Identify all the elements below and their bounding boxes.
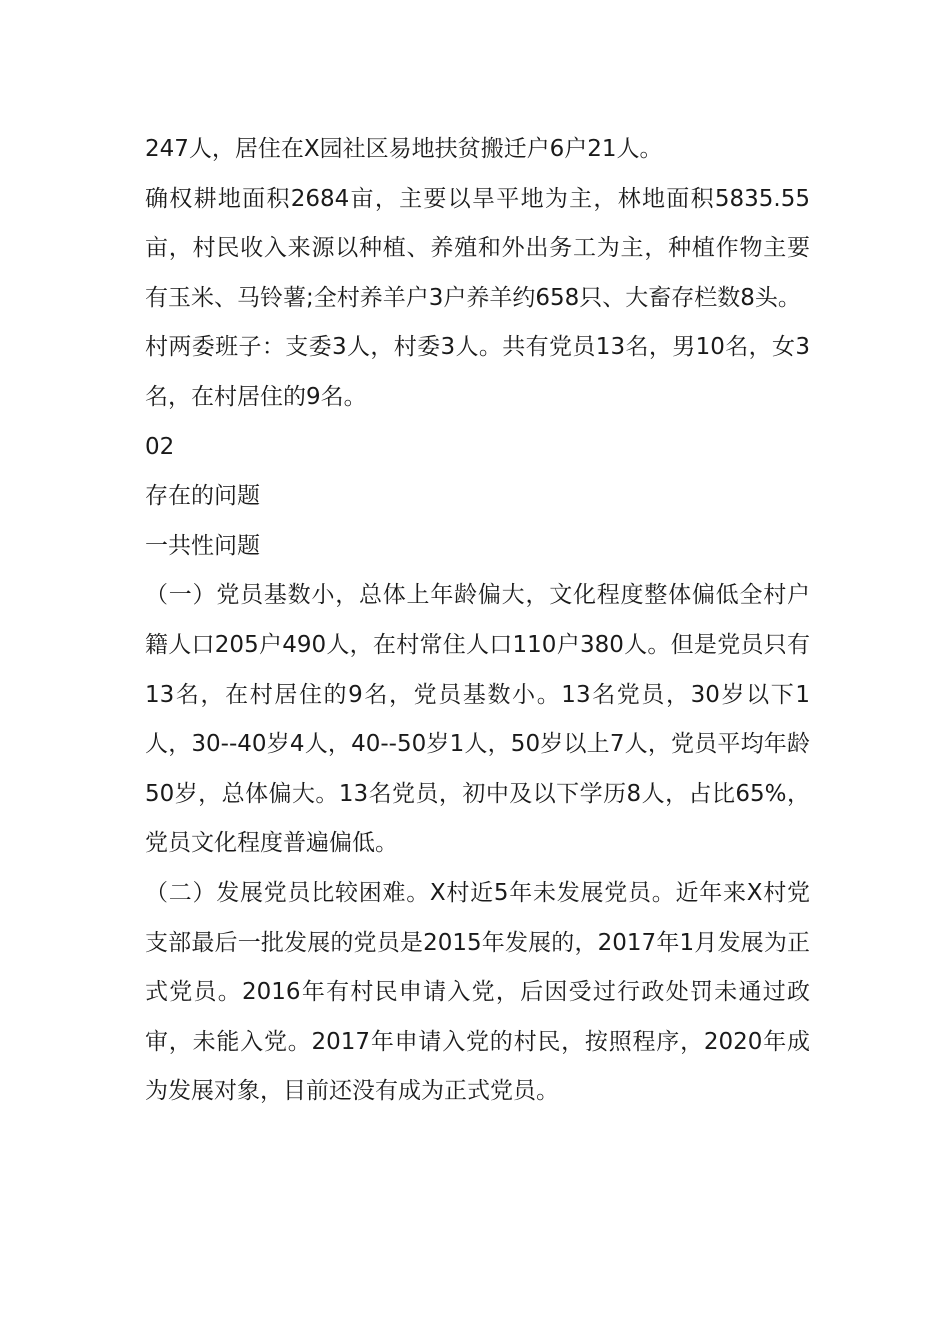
paragraph-population: 247人，居住在X园社区易地扶贫搬迁户6户21人。 bbox=[145, 136, 663, 162]
subsection-title: 一共性问题 bbox=[145, 532, 260, 559]
section-number: 02 bbox=[145, 433, 175, 460]
section-title: 存在的问题 bbox=[145, 483, 260, 510]
paragraph-issue-one: （一）党员基数小，总体上年龄偏大，文化程度整体偏低全村户籍人口205户490人，在村常住人口110户380人。但是党员只有13名，在村居住的9名，党员基数小。13名党员，30岁以下1人，30--40岁4人，40--50岁1人，50岁以上7人，党员平均年龄50岁，总体偏大。13名党员，初中及以下学历8人，占比65%，党员文化程度普遍偏低。 bbox=[145, 582, 810, 857]
paragraph-issue-two: （二）发展党员比较困难。X村近5年未发展党员。近年来X村党支部最后一批发展的党员是2015年发展的，2017年1月发展为正式党员。2016年有村民申请入党，后因受过行政处罚未通过政审，未能入党。2017年申请入党的村民，按照程序，2020年成为发展对象，目前还没有成为正式党员。 bbox=[145, 879, 810, 1105]
document-body bbox=[145, 125, 810, 1117]
paragraph-committee: 村两委班子：支委3人，村委3人。共有党员13名，男10名，女3名，在村居住的9名。 bbox=[145, 334, 810, 410]
paragraph-land-income: 确权耕地面积2684亩，主要以旱平地为主，林地面积5835.55亩，村民收入来源以种植、养殖和外出务工为主，种植作物主要有玉米、马铃薯;全村养羊户3户养羊约658只、大畜存栏数8头。 bbox=[145, 185, 810, 311]
